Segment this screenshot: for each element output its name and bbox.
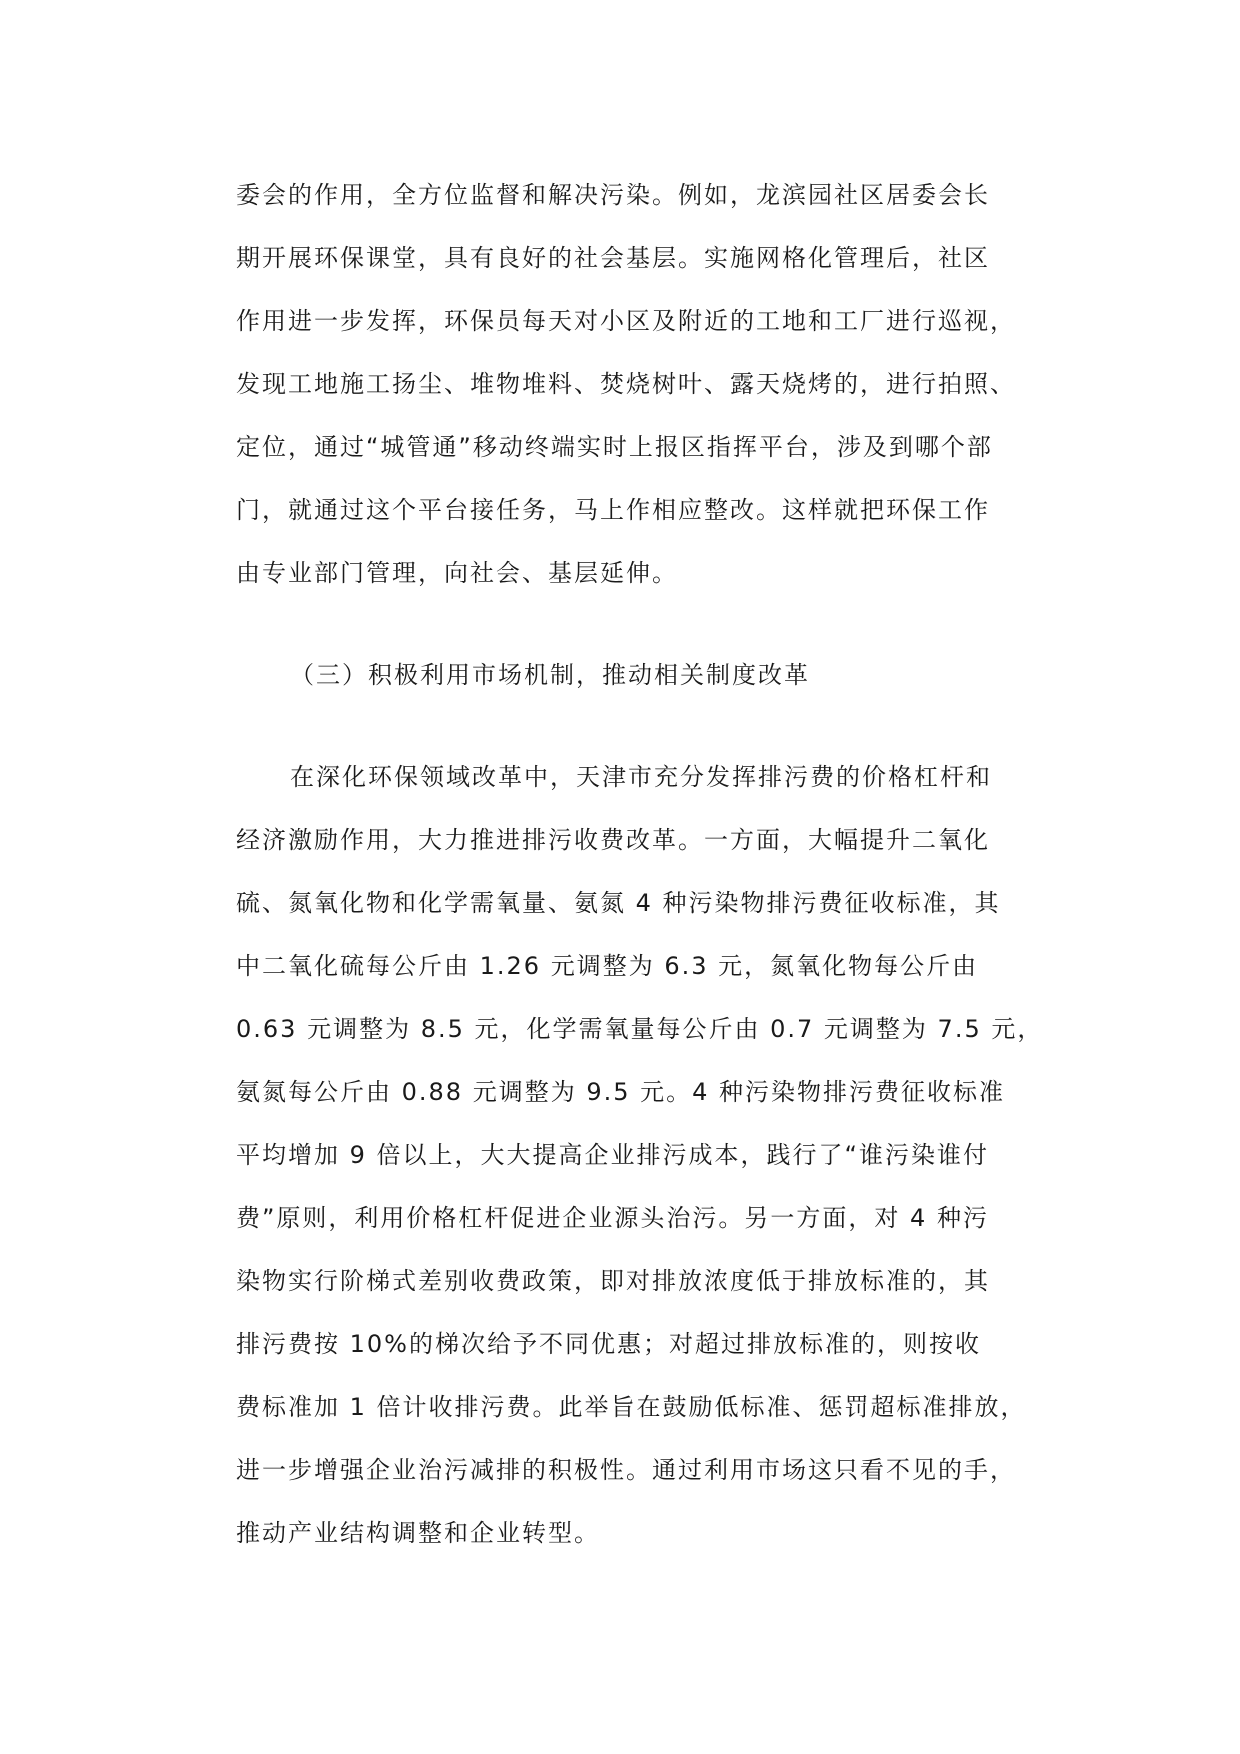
text-line: 门，就通过这个平台接任务，马上作相应整改。这样就把环保工作 xyxy=(236,496,990,524)
section-heading: （三）积极利用市场机制，推动相关制度改革 xyxy=(290,661,810,689)
text-line: 发现工地施工扬尘、堆物堆料、焚烧树叶、露天烧烤的，进行拍照、 xyxy=(236,370,1016,398)
text-line: 推动产业结构调整和企业转型。 xyxy=(236,1519,600,1547)
text-line: 硫、氮氧化物和化学需氧量、氨氮 4 种污染物排污费征收标准，其 xyxy=(236,889,1001,917)
text-line: 作用进一步发挥，环保员每天对小区及附近的工地和工厂进行巡视， xyxy=(236,307,1016,335)
text-line: 排污费按 10%的梯次给予不同优惠；对超过排放标准的，则按收 xyxy=(236,1330,981,1358)
text-line: 费标准加 1 倍计收排污费。此举旨在鼓励低标准、惩罚超标准排放， xyxy=(236,1393,1027,1421)
text-line: 费”原则，利用价格杠杆促进企业源头治污。另一方面，对 4 种污 xyxy=(236,1204,989,1232)
text-line: 中二氧化硫每公斤由 1.26 元调整为 6.3 元，氮氧化物每公斤由 xyxy=(236,952,979,980)
text-line: 期开展环保课堂，具有良好的社会基层。实施网格化管理后，社区 xyxy=(236,244,990,272)
text-line: 委会的作用，全方位监督和解决污染。例如，龙滨园社区居委会长 xyxy=(236,181,990,209)
text-line: 氨氮每公斤由 0.88 元调整为 9.5 元。4 种污染物排污费征收标准 xyxy=(236,1078,1006,1106)
text-line: 由专业部门管理，向社会、基层延伸。 xyxy=(236,559,678,587)
text-line: 经济激励作用，大力推进排污收费改革。一方面，大幅提升二氧化 xyxy=(236,826,990,854)
text-line: 在深化环保领域改革中，天津市充分发挥排污费的价格杠杆和 xyxy=(290,763,992,791)
text-line: 0.63 元调整为 8.5 元，化学需氧量每公斤由 0.7 元调整为 7.5 元， xyxy=(236,1015,1044,1043)
text-line: 进一步增强企业治污减排的积极性。通过利用市场这只看不见的手， xyxy=(236,1456,1016,1484)
text-line: 定位，通过“城管通”移动终端实时上报区指挥平台，涉及到哪个部 xyxy=(236,433,993,461)
text-line: 染物实行阶梯式差别收费政策，即对排放浓度低于排放标准的，其 xyxy=(236,1267,990,1295)
text-line: 平均增加 9 倍以上，大大提高企业排污成本，践行了“谁污染谁付 xyxy=(236,1141,989,1169)
